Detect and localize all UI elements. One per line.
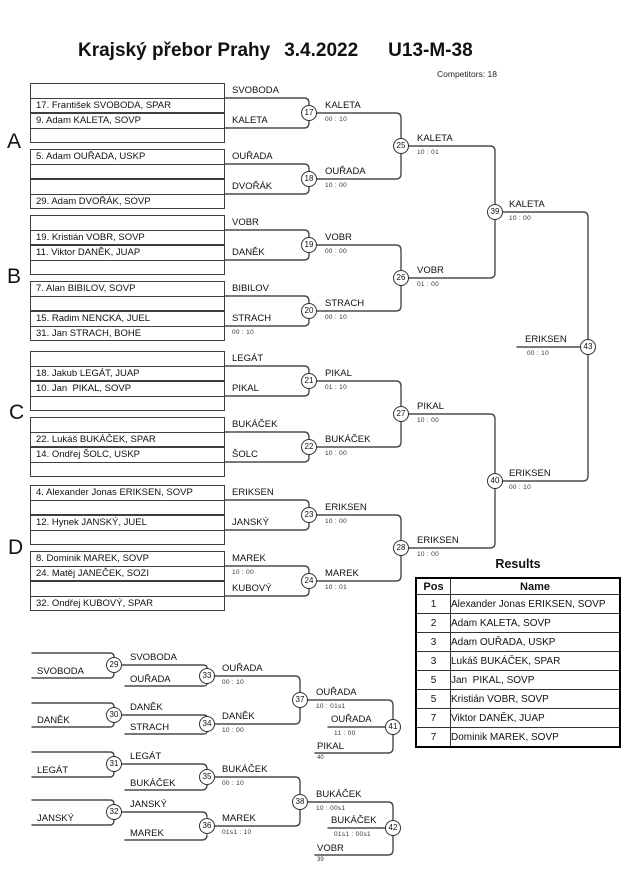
consolation-entrant-41: PIKAL — [317, 741, 344, 752]
match-number-24: 24 — [301, 573, 317, 589]
group-label-a: A — [7, 130, 22, 153]
match-number-18: 18 — [301, 171, 317, 187]
player-slot — [31, 296, 224, 311]
match-number-37: 37 — [292, 692, 308, 708]
match-number-39: 39 — [487, 204, 503, 220]
winner-label-r1-4: DVOŘÁK — [232, 181, 273, 192]
score-42: 01s1 : 00s1 — [334, 831, 371, 838]
score-18: 10 : 00 — [325, 182, 347, 189]
result-name: Dominik MAREK, SOVP — [451, 728, 621, 748]
score-33: 00 : 10 — [222, 679, 244, 686]
match-number-32: 32 — [106, 804, 122, 820]
score-17: 00 : 10 — [325, 116, 347, 123]
results-table — [415, 577, 621, 748]
winner-label-r1-8: STRACH — [232, 313, 272, 324]
winner-label-r1-1: SVOBODA — [232, 85, 279, 96]
winner-label-21: PIKAL — [325, 368, 352, 379]
match-number-30: 30 — [106, 707, 122, 723]
winner-label-34: DANĚK — [222, 711, 255, 722]
winner-label-r1-2: KALETA — [232, 115, 268, 126]
player-slot: 12. Hynek JANSKÝ, JUEL — [36, 517, 147, 528]
result-pos: 2 — [416, 614, 451, 633]
group-label-c: C — [9, 401, 25, 424]
player-slot: 11. Viktor DANĚK, JUAP — [36, 247, 141, 258]
player-slot — [31, 352, 224, 366]
winner-label-r1-16: KUBOVÝ — [232, 583, 272, 594]
winner-label-26: VOBR — [417, 265, 444, 276]
player-slot: 24. Matěj JANEČEK, SOZI — [31, 566, 224, 581]
player-slot: 7. Alan BIBILOV, SOVP — [36, 283, 136, 294]
player-pair-box-14 — [30, 515, 225, 545]
winner-label-30: DANĚK — [130, 702, 163, 713]
winner-label-r1-6: DANĚK — [232, 247, 265, 258]
winner-label-33: OUŘADA — [222, 663, 263, 674]
player-slot — [31, 530, 224, 545]
table-row — [416, 595, 620, 614]
match-number-31: 31 — [106, 756, 122, 772]
player-slot — [31, 180, 224, 194]
match-number-27: 27 — [393, 406, 409, 422]
match-number-21: 21 — [301, 373, 317, 389]
winner-label-18: OUŘADA — [325, 166, 366, 177]
score-27: 10 : 00 — [417, 417, 439, 424]
player-pair-box-8 — [30, 311, 225, 341]
consolation-entrant-4: JANSKÝ — [37, 813, 74, 824]
score-39: 10 : 00 — [509, 215, 531, 222]
group-label-d: D — [8, 536, 24, 559]
player-slot: 22. Lukáš BUKÁČEK, SPAR — [31, 432, 224, 447]
score-38: 10 : 00s1 — [316, 805, 346, 812]
table-row — [416, 690, 620, 709]
winner-label-27: PIKAL — [417, 401, 444, 412]
player-slot: 17. František SVOBODA, SPAR — [31, 98, 224, 113]
player-slot — [31, 216, 224, 230]
player-slot: 14. Ondřej ŠOLC, USKP — [36, 449, 141, 460]
table-row — [416, 671, 620, 690]
winner-label-r1-13: ERIKSEN — [232, 487, 274, 498]
winner-label-29: SVOBODA — [130, 652, 177, 663]
winner-label-24: MAREK — [325, 568, 359, 579]
player-pair-box-5 — [30, 215, 225, 245]
score-26: 01 : 00 — [417, 281, 439, 288]
score-r1-15: 10 : 00 — [232, 569, 254, 576]
consolation-entrant-35: BUKÁČEK — [130, 778, 176, 789]
match-number-17: 17 — [301, 105, 317, 121]
winner-label-r1-14: JANSKÝ — [232, 517, 269, 528]
player-pair-box-9 — [30, 351, 225, 381]
match-number-34: 34 — [199, 716, 215, 732]
score-34: 10 : 00 — [222, 727, 244, 734]
score-40: 00 : 10 — [509, 484, 531, 491]
result-name: Adam OUŘADA, USKP — [451, 633, 621, 652]
match-number-42: 42 — [385, 820, 401, 836]
match-number-43: 43 — [580, 339, 596, 355]
match-number-36: 36 — [199, 818, 215, 834]
player-pair-box-15 — [30, 551, 225, 581]
player-slot — [31, 418, 224, 432]
winner-label-38: BUKÁČEK — [316, 789, 362, 800]
match-number-35: 35 — [199, 769, 215, 785]
score-19: 00 : 00 — [325, 248, 347, 255]
score-21: 01 : 10 — [325, 384, 347, 391]
player-pair-box-6 — [30, 245, 225, 275]
table-row — [416, 614, 620, 633]
player-pair-box-13 — [30, 485, 225, 515]
player-slot — [31, 260, 224, 275]
player-pair-box-4 — [30, 179, 225, 209]
winner-label-19: VOBR — [325, 232, 352, 243]
score-36: 01s1 : 10 — [222, 829, 252, 836]
result-pos: 7 — [416, 728, 451, 748]
score-43: 00 : 10 — [527, 350, 549, 357]
player-slot: 10. Jan PIKAL, SOVP — [36, 383, 132, 394]
result-name: Adam KALETA, SOVP — [451, 614, 621, 633]
player-slot: 19. Kristián VOBR, SOVP — [31, 230, 224, 245]
consolation-entrant-3: LEGÁT — [37, 765, 69, 776]
match-number-29: 29 — [106, 657, 122, 673]
winner-label-40: ERIKSEN — [509, 468, 551, 479]
results-header-name: Name — [451, 578, 621, 595]
score-35: 00 : 10 — [222, 780, 244, 787]
consolation-entrant-36: MAREK — [130, 828, 164, 839]
player-slot — [31, 582, 224, 596]
player-slot — [31, 164, 224, 179]
score-25: 10 : 01 — [417, 149, 439, 156]
result-pos: 5 — [416, 671, 451, 690]
winner-label-r1-10: PIKAL — [232, 383, 259, 394]
winner-label-32: JANSKÝ — [130, 799, 167, 810]
winner-label-r1-3: OUŘADA — [232, 151, 273, 162]
score-24: 10 : 01 — [325, 584, 347, 591]
winner-label-20: STRACH — [325, 298, 365, 309]
player-slot: 4. Alexander Jonas ERIKSEN, SOVP — [36, 487, 193, 498]
winner-label-r1-15: MAREK — [232, 553, 266, 564]
winner-label-36: MAREK — [222, 813, 256, 824]
match-number-28: 28 — [393, 540, 409, 556]
consolation-entrant-34: STRACH — [130, 722, 170, 733]
player-pair-box-7 — [30, 281, 225, 311]
table-row — [416, 709, 620, 728]
match-number-22: 22 — [301, 439, 317, 455]
table-row — [416, 652, 620, 671]
result-name: Jan PIKAL, SOVP — [451, 671, 621, 690]
result-pos: 3 — [416, 633, 451, 652]
player-slot — [31, 128, 224, 143]
player-slot: 31. Jan STRACH, BOHE — [31, 326, 224, 341]
entrant-source-ref-42: 39 — [317, 857, 324, 863]
player-slot — [31, 462, 224, 477]
match-number-20: 20 — [301, 303, 317, 319]
player-slot: 8. Dominik MAREK, SOVP — [36, 553, 149, 564]
result-pos: 3 — [416, 652, 451, 671]
winner-label-23: ERIKSEN — [325, 502, 367, 513]
winner-label-37: OUŘADA — [316, 687, 357, 698]
match-number-26: 26 — [393, 270, 409, 286]
result-name: Alexander Jonas ERIKSEN, SOVP — [451, 595, 621, 614]
match-number-19: 19 — [301, 237, 317, 253]
winner-label-31: LEGÁT — [130, 751, 162, 762]
result-name: Viktor DANĚK, JUAP — [451, 709, 621, 728]
result-name: Lukáš BUKÁČEK, SPAR — [451, 652, 621, 671]
group-label-b: B — [7, 265, 22, 288]
result-pos: 7 — [416, 709, 451, 728]
player-pair-box-2 — [30, 113, 225, 143]
match-number-33: 33 — [199, 668, 215, 684]
winner-label-22: BUKÁČEK — [325, 434, 371, 445]
player-slot: 15. Radim NENCKA, JUEL — [36, 313, 151, 324]
score-37: 10 : 01s1 — [316, 703, 346, 710]
winner-label-42: BUKÁČEK — [331, 815, 377, 826]
score-r1-8: 00 : 10 — [232, 329, 254, 336]
player-pair-box-10 — [30, 381, 225, 411]
match-number-25: 25 — [393, 138, 409, 154]
winner-label-r1-5: VOBR — [232, 217, 259, 228]
competitors-count: Competitors: 18 — [437, 69, 497, 79]
winner-label-17: KALETA — [325, 100, 361, 111]
player-slot: 18. Jakub LEGÁT, JUAP — [31, 366, 224, 381]
player-slot: 9. Adam KALETA, SOVP — [36, 115, 141, 126]
score-22: 10 : 00 — [325, 450, 347, 457]
winner-label-39: KALETA — [509, 199, 545, 210]
winner-label-35: BUKÁČEK — [222, 764, 268, 775]
table-row — [416, 728, 620, 748]
title-category: U13-M-38 — [388, 40, 473, 61]
player-slot — [31, 84, 224, 98]
results-header-pos: Pos — [416, 578, 451, 595]
result-name: Kristián VOBR, SOVP — [451, 690, 621, 709]
player-slot — [31, 396, 224, 411]
consolation-entrant-1: SVOBODA — [37, 666, 84, 677]
player-slot — [31, 500, 224, 515]
match-number-40: 40 — [487, 473, 503, 489]
results-header-row — [416, 578, 620, 595]
match-number-23: 23 — [301, 507, 317, 523]
consolation-entrant-42: VOBR — [317, 843, 344, 854]
table-row — [416, 633, 620, 652]
winner-label-25: KALETA — [417, 133, 453, 144]
winner-label-r1-11: BUKÁČEK — [232, 419, 278, 430]
winner-label-r1-9: LEGÁT — [232, 353, 264, 364]
player-pair-box-12 — [30, 447, 225, 477]
player-pair-box-3 — [30, 149, 225, 179]
player-pair-box-1 — [30, 83, 225, 113]
consolation-entrant-2: DANĚK — [37, 715, 70, 726]
player-slot: 29. Adam DVOŘÁK, SOVP — [31, 194, 224, 209]
match-number-41: 41 — [385, 719, 401, 735]
results-title: Results — [495, 557, 541, 571]
player-pair-box-16 — [30, 581, 225, 611]
title-date: 3.4.2022 — [284, 40, 359, 61]
consolation-entrant-33: OUŘADA — [130, 674, 171, 685]
score-28: 10 : 00 — [417, 551, 439, 558]
result-pos: 5 — [416, 690, 451, 709]
score-23: 10 : 00 — [325, 518, 347, 525]
winner-label-41: OUŘADA — [331, 714, 372, 725]
winner-label-r1-12: ŠOLC — [232, 449, 258, 460]
winner-label-28: ERIKSEN — [417, 535, 459, 546]
entrant-source-ref-41: 40 — [317, 755, 324, 761]
player-slot: 5. Adam OUŘADA, USKP — [36, 151, 146, 162]
result-pos: 1 — [416, 595, 451, 614]
player-slot: 32. Ondřej KUBOVÝ, SPAR — [31, 596, 224, 611]
winner-label-43: ERIKSEN — [525, 334, 567, 345]
winner-label-r1-7: BIBILOV — [232, 283, 269, 294]
score-20: 00 : 10 — [325, 314, 347, 321]
score-41: 11 : 00 — [334, 730, 356, 737]
title-event: Krajský přebor Prahy — [78, 40, 271, 61]
player-pair-box-11 — [30, 417, 225, 447]
match-number-38: 38 — [292, 794, 308, 810]
